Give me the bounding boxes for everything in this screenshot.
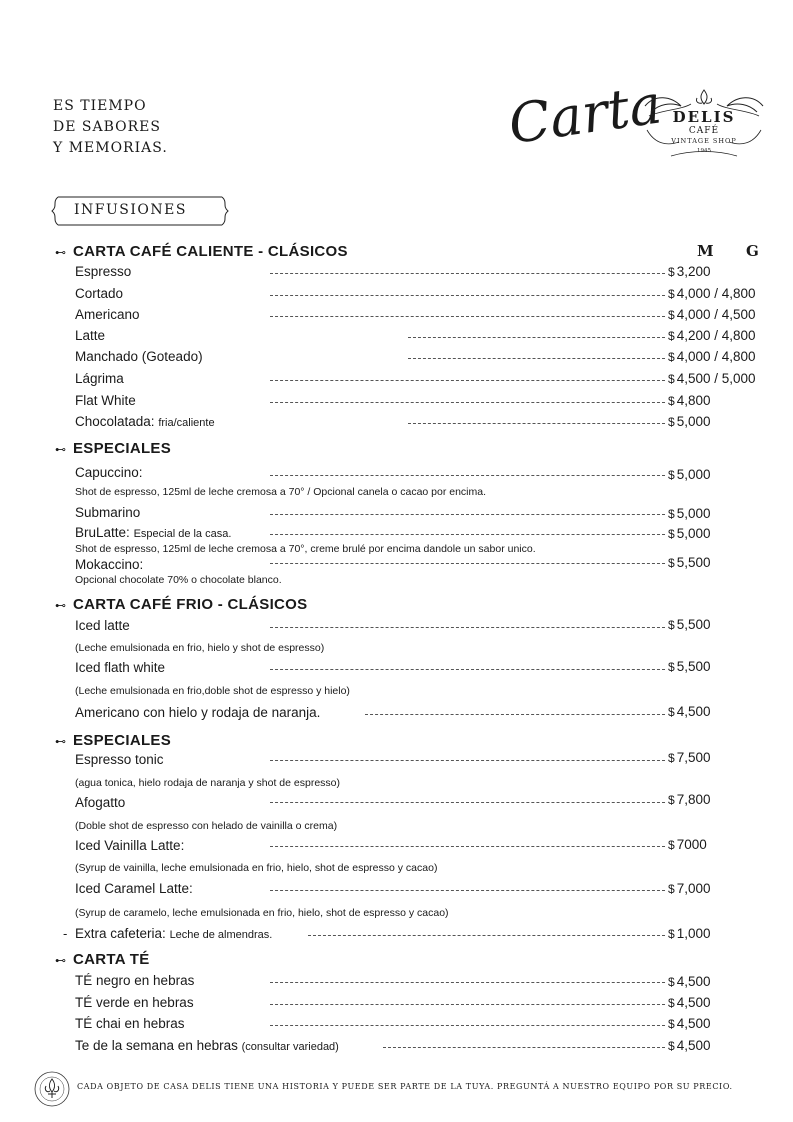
price-leader (270, 295, 665, 296)
price-leader (270, 402, 665, 403)
category-frio: ⊷ CARTA CAFÉ FRIO - CLÁSICOS (55, 596, 308, 613)
section-title: INFUSIONES (74, 202, 187, 218)
item-description: (Syrup de vainilla, leche emulsionada en frio, hielo, shot de espresso y cacao) (75, 862, 438, 874)
item-price: $ 5,500 (668, 659, 711, 674)
item-price: $ 4,000 / 4,800 (668, 349, 756, 364)
currency-icon: $ (668, 287, 675, 301)
svg-text:1945: 1945 (697, 148, 711, 154)
price-leader (270, 982, 665, 983)
price-leader (270, 380, 665, 381)
item-name: Chocolatada: fria/caliente (75, 414, 215, 429)
item-name: Iced Vainilla Latte: (75, 838, 185, 853)
price-leader (270, 563, 665, 564)
tagline-line: DE SABORES (53, 119, 161, 135)
category-te: ⊷ CARTA TÉ (55, 951, 150, 968)
item-name: Americano con hielo y rodaja de naranja. (75, 705, 321, 720)
price-leader (408, 423, 665, 424)
item-name: Extra cafeteria: Leche de almendras. (75, 926, 273, 941)
item-description: (Syrup de caramelo, leche emulsionada en frio, hielo, shot de espresso y cacao) (75, 907, 449, 919)
item-name: Mokaccino: (75, 557, 144, 572)
item-name: Manchado (Goteado) (75, 349, 203, 364)
currency-icon: $ (668, 350, 675, 364)
currency-icon: $ (668, 705, 675, 719)
column-g: G (746, 242, 759, 260)
currency-icon: $ (668, 415, 675, 429)
bullet-icon: ⊷ (55, 247, 67, 259)
column-m: M (697, 242, 714, 260)
bullet-icon: ⊷ (55, 600, 67, 612)
currency-icon: $ (668, 265, 675, 279)
currency-icon: $ (668, 372, 675, 386)
price-leader (270, 475, 665, 476)
currency-icon: $ (668, 927, 675, 941)
item-price: $ 5,000 (668, 414, 711, 429)
item-price: $ 7000 (668, 837, 707, 852)
currency-icon: $ (668, 660, 675, 674)
item-price: $ 1,000 (668, 926, 711, 941)
item-name: TÉ negro en hebras (75, 973, 195, 988)
price-leader (270, 760, 665, 761)
item-description: Shot de espresso, 125ml de leche cremosa a 70° / Opcional canela o cacao por encima. (75, 486, 487, 498)
item-price: $ 5,500 (668, 555, 711, 570)
item-name: TÉ chai en hebras (75, 1016, 185, 1031)
item-name: Te de la semana en hebras (consultar variedad) (75, 1038, 339, 1053)
item-name: Submarino (75, 505, 141, 520)
currency-icon: $ (668, 1017, 675, 1031)
item-price: $ 4,500 (668, 1016, 711, 1031)
currency-icon: $ (668, 556, 675, 570)
bullet-icon: ⊷ (55, 444, 67, 456)
price-leader (270, 514, 665, 515)
svg-text:Carta: Carta (504, 72, 666, 157)
item-price: $ 4,500 (668, 974, 711, 989)
currency-icon: $ (668, 751, 675, 765)
currency-icon: $ (668, 468, 675, 482)
item-price: $ 4,500 / 5,000 (668, 371, 756, 386)
tagline-line: Y MEMORIAS. (53, 140, 168, 156)
price-leader (270, 534, 665, 535)
item-price: $ 4,800 (668, 393, 711, 408)
bullet-icon: ⊷ (55, 955, 67, 967)
item-name: Espresso (75, 264, 132, 279)
currency-icon: $ (668, 507, 675, 521)
price-leader (270, 846, 665, 847)
price-leader (408, 358, 665, 359)
item-price: $ 5,000 (668, 467, 711, 482)
price-leader (383, 1047, 665, 1048)
item-note: Leche de almendras. (169, 929, 273, 941)
currency-icon: $ (668, 975, 675, 989)
item-description: (Leche emulsionada en frio, hielo y shot de espresso) (75, 642, 325, 654)
item-price: $ 4,200 / 4,800 (668, 328, 756, 343)
item-name: Iced flath white (75, 660, 166, 675)
price-leader (270, 316, 665, 317)
category-especiales-frio: ⊷ ESPECIALES (55, 732, 172, 749)
item-note: (consultar variedad) (241, 1041, 339, 1053)
item-price: $ 7,000 (668, 881, 711, 896)
item-name: Iced Caramel Latte: (75, 881, 193, 896)
item-name: Lágrima (75, 371, 124, 386)
price-leader (270, 1004, 665, 1005)
item-description: (Doble shot de espresso con helado de vainilla o crema) (75, 820, 338, 832)
item-note: fria/caliente (158, 417, 215, 429)
item-name: Latte (75, 328, 106, 343)
item-description: Opcional chocolate 70% o chocolate blanco. (75, 574, 282, 586)
item-name: Capuccino: (75, 465, 143, 480)
footer-note: CADA OBJETO DE CASA DELIS TIENE UNA HISTORIA Y PUEDE SER PARTE DE LA TUYA. PREGUNTÁ A NUESTRO EQUIPO POR SU PRECIO. (77, 1082, 733, 1091)
currency-icon: $ (668, 1039, 675, 1053)
currency-icon: $ (668, 838, 675, 852)
carta-script-title (504, 72, 666, 168)
svg-text:DELIS: DELIS (672, 108, 736, 126)
item-price: $ 5,000 (668, 506, 711, 521)
price-leader (308, 935, 665, 936)
item-name: Espresso tonic (75, 752, 164, 767)
item-name: Americano (75, 307, 140, 322)
item-price: $ 4,000 / 4,800 (668, 286, 756, 301)
item-name: Afogatto (75, 795, 126, 810)
item-price: $ 7,800 (668, 792, 711, 807)
currency-icon: $ (668, 882, 675, 896)
item-price: $ 5,500 (668, 617, 711, 632)
item-price: $ 3,200 (668, 264, 711, 279)
price-leader (270, 1025, 665, 1026)
item-price: $ 4,000 / 4,500 (668, 307, 756, 322)
svg-text:VINTAGE SHOP: VINTAGE SHOP (671, 137, 737, 145)
currency-icon: $ (668, 618, 675, 632)
price-leader (270, 273, 665, 274)
currency-icon: $ (668, 329, 675, 343)
category-especiales: ⊷ ESPECIALES (55, 440, 172, 457)
price-leader (408, 337, 665, 338)
item-description: (agua tonica, hielo rodaja de naranja y shot de espresso) (75, 777, 341, 789)
item-name: Flat White (75, 393, 136, 408)
category-caliente: ⊷ CARTA CAFÉ CALIENTE - CLÁSICOS (55, 243, 348, 260)
item-name: BruLatte: Especial de la casa. (75, 525, 232, 540)
price-leader (270, 890, 665, 891)
item-price: $ 5,000 (668, 526, 711, 541)
tagline-line: ES TIEMPO (53, 98, 147, 114)
bullet-icon: ⊷ (55, 736, 67, 748)
item-name: Iced latte (75, 618, 130, 633)
item-price: $ 4,500 (668, 704, 711, 719)
price-leader (270, 669, 665, 670)
item-price: $ 7,500 (668, 750, 711, 765)
price-leader (270, 802, 665, 803)
currency-icon: $ (668, 527, 675, 541)
currency-icon: $ (668, 308, 675, 322)
item-description: (Leche emulsionada en frio,doble shot de espresso y hielo) (75, 685, 350, 697)
price-leader (365, 714, 665, 715)
item-price: $ 4,500 (668, 1038, 711, 1053)
item-note: Especial de la casa. (133, 528, 232, 540)
svg-text:CAFÉ: CAFÉ (688, 126, 720, 136)
fleur-de-lis-seal-icon (33, 1070, 71, 1108)
price-leader (270, 627, 665, 628)
item-name: Cortado (75, 286, 124, 301)
currency-icon: $ (668, 793, 675, 807)
delis-logo (641, 86, 767, 162)
currency-icon: $ (668, 996, 675, 1010)
tagline (53, 96, 168, 159)
extra-mark: - (63, 926, 68, 941)
currency-icon: $ (668, 394, 675, 408)
item-description: Shot de espresso, 125ml de leche cremosa a 70°, creme brulé por encima dandole un sabor unico. (75, 543, 536, 555)
item-name: TÉ verde en hebras (75, 995, 194, 1010)
item-price: $ 4,500 (668, 995, 711, 1010)
